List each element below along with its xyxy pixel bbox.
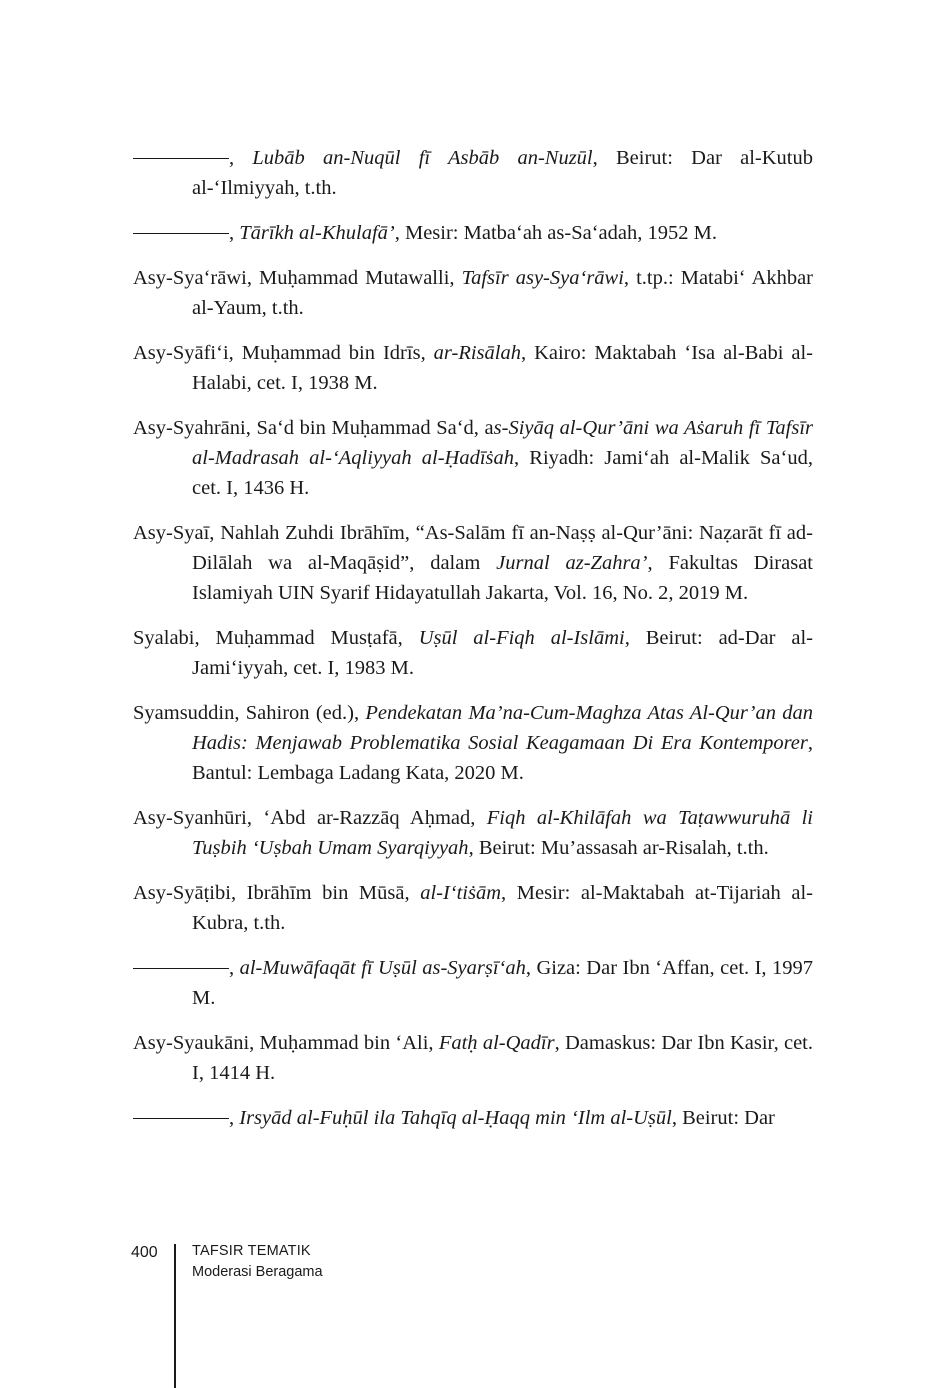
entry-lead: , [353,702,366,724]
bibliography-entry [133,518,813,608]
bibliography-entry [133,338,813,398]
entry-rest: , t.tp.: Matabi‘ Akhbar al-Yaum, t.th. [192,267,813,319]
entry-author: Asy-Syāfi‘i, Muḥammad bin Idrīs [133,342,421,364]
entry-title: Jurnal az-Zahra’ [496,552,648,574]
entry-rest: , Kairo: Maktabah ‘Isa al-Babi al-Halabi, cet. I, 1938 M. [192,342,814,394]
entry-lead: , “As-Salām fī an-Naṣṣ al-Qur’āni: Naẓarāt fī ad-Dilālah wa al-Maqāṣid”, dalam [192,522,813,574]
entry-lead: , a [473,417,494,439]
entry-title: s-Siyāq al-Qur’āni wa Aṡaruh fī Tafsīr al-Madrasah al-‘Aqliyyah al-Ḥadīṡah [192,417,813,469]
entry-lead: , [229,957,240,979]
entry-title: Uṣūl al-Fiqh al-Islāmi [418,627,625,649]
entry-title: Pendekatan Ma’na-Cum-Maghza Atas Al-Qur’an dan Hadis: Menjawab Problematika Sosial Keagamaan Di Era Kontemporer [192,702,813,754]
entry-author: Asy-Syaukāni, Muḥammad bin ‘Ali [133,1032,429,1054]
page-number: 400 [131,1244,158,1261]
bibliography-list [133,143,813,1148]
repeat-author-dash [133,233,229,234]
entry-author: Asy-Sya‘rāwi, Muḥammad Mutawalli [133,267,450,289]
entry-lead: , [229,222,240,244]
entry-rest: , Beirut: Mu’assasah ar-Risalah, t.th. [468,837,769,859]
entry-lead: , [428,1032,439,1054]
page-footer [0,1230,946,1388]
bibliography-entry [133,218,813,248]
entry-title: Tārīkh al-Khulafā’ [239,222,395,244]
entry-rest: , Riyadh: Jami‘ah al-Malik Sa‘ud, cet. I, 1436 H. [192,447,813,499]
repeat-author-dash [133,968,229,969]
entry-rest: , Giza: Dar Ibn ‘Affan, cet. I, 1997 M. [192,957,813,1009]
bibliography-entry [133,1103,813,1133]
entry-lead: , [404,882,421,904]
entry-title: Fatḥ al-Qadīr [438,1032,555,1054]
entry-rest: , Damaskus: Dar Ibn Kasir, cet. I, 1414 H. [192,1032,813,1084]
bibliography-entry [133,1028,813,1088]
entry-title: Irsyād al-Fuḥūl ila Tahqīq al-Ḥaqq min ‘Ilm al-Uṣūl [239,1107,672,1129]
entry-lead: , [229,1107,240,1129]
bibliography-entry [133,698,813,788]
entry-lead: , [470,807,487,829]
entry-rest: , Bantul: Lembaga Ladang Kata, 2020 M. [192,732,813,784]
book-subtitle: Moderasi Beragama [192,1264,323,1280]
entry-rest: , Mesir: Matba‘ah as-Sa‘adah, 1952 M. [394,222,717,244]
entry-author: Syamsuddin, Sahiron (ed.) [133,702,354,724]
entry-title: al-Muwāfaqāt fī Uṣūl as-Syarṣī‘ah [239,957,526,979]
entry-author: Asy-Syanhūri, ‘Abd ar-Razzāq Aḥmad [133,807,471,829]
entry-author: Asy-Syāṭibi, Ibrāhīm bin Mūsā [133,882,405,904]
bibliography-entry [133,263,813,323]
entry-rest: , Mesir: al-Maktabah at-Tijariah al-Kubra, t.th. [192,882,814,934]
book-title: TAFSIR TEMATIK [192,1243,311,1259]
bibliography-entry [133,953,813,1013]
entry-lead: , [397,627,419,649]
footer-divider [174,1244,176,1388]
repeat-author-dash [133,158,229,159]
bibliography-entry [133,143,813,203]
entry-rest: , Beirut: ad-Dar al-Jami‘iyyah, cet. I, 1983 M. [192,627,814,679]
entry-lead: , [449,267,462,289]
bibliography-entry [133,803,813,863]
entry-title: al-I‘tiṡām [420,882,502,904]
entry-title: ar-Risālah [433,342,521,364]
entry-lead: , [229,147,253,169]
entry-title: Tafsīr asy-Sya‘rāwi [461,267,624,289]
repeat-author-dash [133,1118,229,1119]
bibliography-entry [133,623,813,683]
entry-lead: , [420,342,434,364]
entry-title: Fiqh al-Khilāfah wa Taṭawwuruhā li Tuṣbih ‘Uṣbah Umam Syarqiyyah [192,807,813,859]
entry-title: Lubāb an-Nuqūl fī Asbāb an-Nuzūl [252,147,593,169]
entry-rest: , Fakultas Dirasat Islamiyah UIN Syarif Hidayatullah Jakarta, Vol. 16, No. 2, 2019 M. [192,552,813,604]
entry-author: Syalabi, Muḥammad Musṭafā [133,627,398,649]
entry-rest: , Beirut: Dar al-Kutub al-‘Ilmiyyah, t.th. [192,147,814,199]
entry-author: Asy-Syaī, Nahlah Zuhdi Ibrāhīm [133,522,405,544]
bibliography-entry [133,413,813,503]
entry-author: Asy-Syahrāni, Sa‘d bin Muḥammad Sa‘d [133,417,474,439]
bibliography-entry [133,878,813,938]
entry-rest: , Beirut: Dar [671,1107,775,1129]
